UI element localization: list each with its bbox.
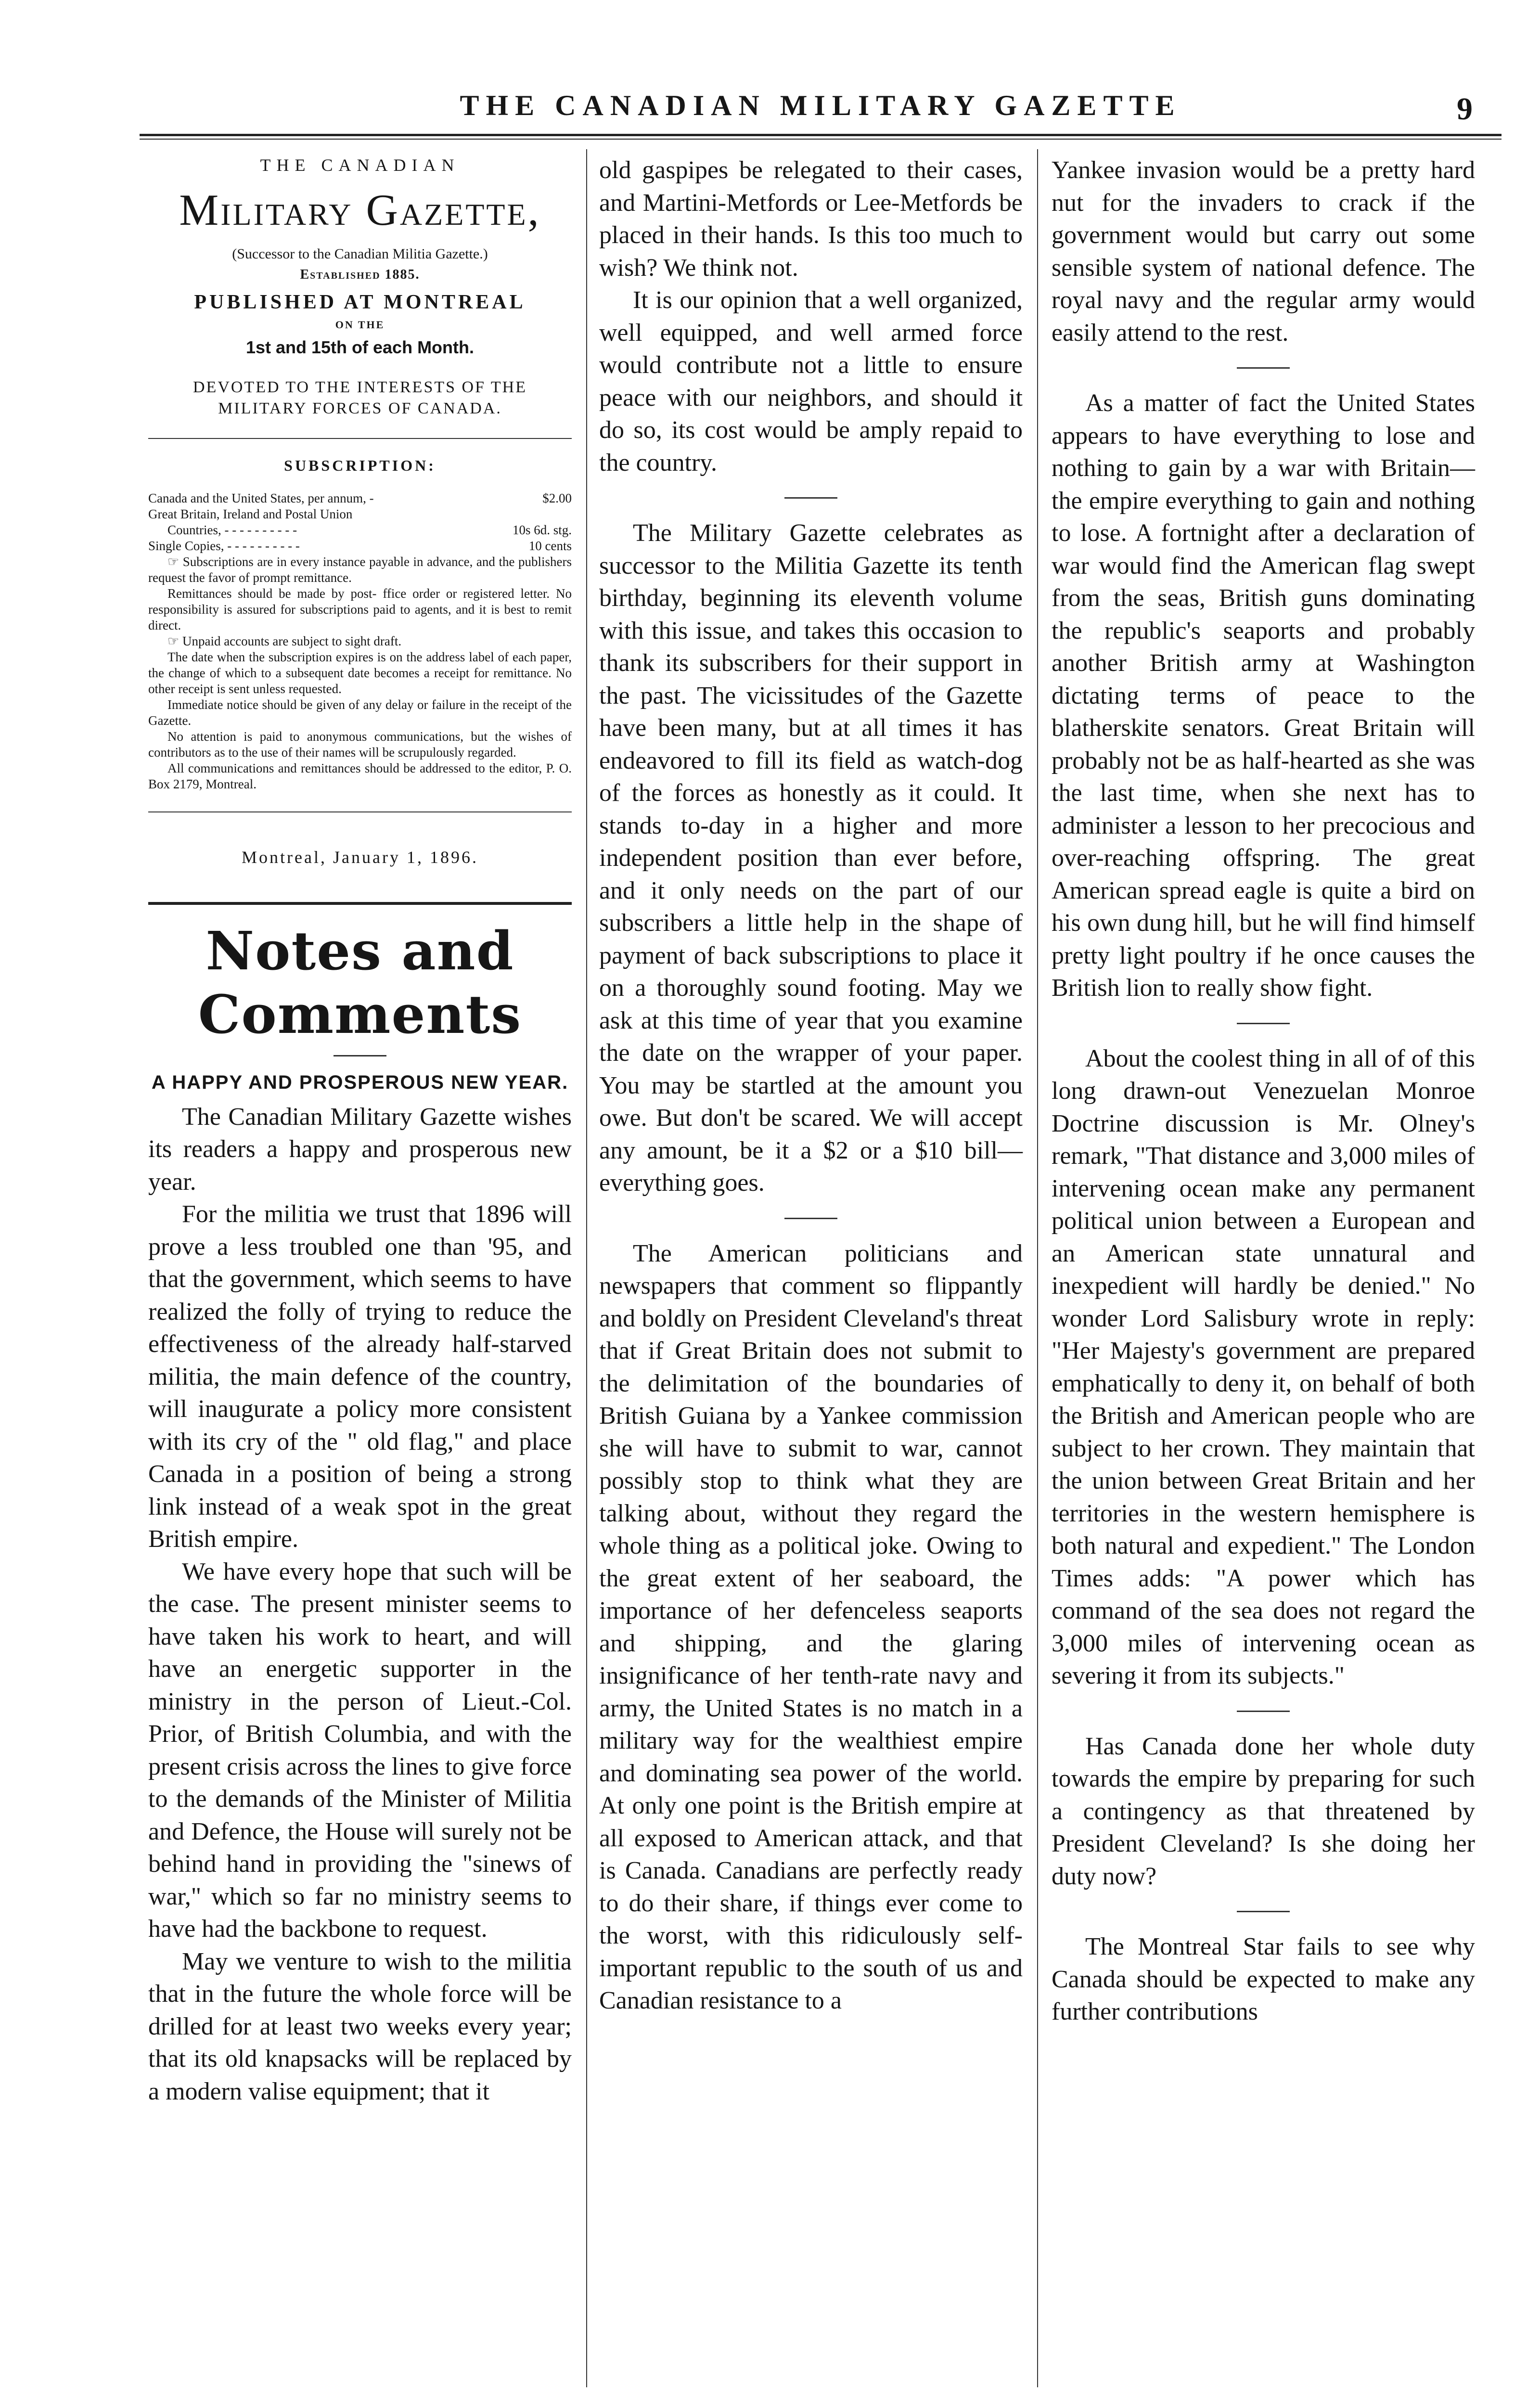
column-3 bbox=[1052, 154, 1475, 2028]
short-divider bbox=[334, 1055, 386, 1056]
short-divider bbox=[784, 1218, 837, 1219]
paragraph: The American politicians and newspapers that comment so flippantly and boldly on President Cleveland's threat that if Great Britain does not submit to the delimitation of the boundaries of British Guiana by a Yankee commission she will have to submit to war, cannot possibly stop to think what they are talking about, without they regard the whole thing as a political joke. Owing to the great extent of her seaboard, the importance of her defenceless seaports and shipping, and the glaring insignificance of her tenth-rate navy and army, the United States is no match in a military way for the wealthiest empire and dominating sea power of the world. At only one point is the British empire at all exposed to American attack, and that is Canada. Canadians are perfectly ready to do their share, if things ever come to the worst, with this ridiculously self-important republic to the south of us and Canadian resistance to a bbox=[599, 1239, 1023, 2014]
column-1 bbox=[148, 154, 572, 2108]
page-number: 9 bbox=[1457, 91, 1473, 127]
subscription-heading: SUBSCRIPTION: bbox=[284, 456, 436, 474]
masthead-title: Military Gazette, bbox=[179, 185, 541, 235]
rate-label: Great Britain, Ireland and Postal Union bbox=[148, 507, 353, 522]
rate-value: 10 cents bbox=[528, 539, 572, 554]
column-2 bbox=[599, 154, 1023, 2017]
paragraph: For the militia we trust that 1896 will prove a less troubled one than '95, and that the government, which seems to have realized the folly of trying to reduce the effectiveness of the already half-starved militia, the main defence of the country, will inaugurate a policy more consistent with its cry of the " old flag," and place Canada in a position of being a strong link instead of a weak spot in the great British empire. bbox=[148, 1200, 572, 1553]
masthead-successor: (Successor to the Canadian Militia Gazette.) bbox=[232, 245, 488, 262]
paragraph: Yankee invasion would be a pretty hard nut for the invaders to crack if the government would but carry out some sensible system of national defence. The royal navy and the regular army would easily attend to the rest. bbox=[1052, 156, 1475, 347]
rate-value bbox=[566, 506, 572, 522]
masthead-published: PUBLISHED AT MONTREAL bbox=[194, 291, 526, 314]
masthead-dates: 1st and 15th of each Month. bbox=[245, 337, 475, 357]
subscription-note: Remittances should be made by post- ffice order or registered letter. No responsibility is assured for subscriptions paid to agents, and it is best to remit direct. bbox=[148, 586, 572, 633]
column-divider bbox=[1037, 149, 1038, 2387]
subscription-note: The date when the subscription expires is on the address label of each paper, the change of which to a subsequent date becomes a receipt for remittance. No other receipt is sent unless requested. bbox=[148, 650, 572, 696]
rate-label: Single Copies, - - - - - - - - - - bbox=[148, 539, 300, 554]
dateline: Montreal, January 1, 1896. bbox=[242, 848, 478, 867]
divider bbox=[148, 811, 572, 812]
rate-row bbox=[148, 490, 572, 506]
heavy-divider bbox=[148, 902, 572, 905]
masthead-established: Established 1885. bbox=[300, 267, 420, 282]
masthead bbox=[148, 155, 572, 420]
masthead-the-canadian: THE CANADIAN bbox=[260, 155, 460, 175]
paragraph: The Military Gazette celebrates as successor to the Militia Gazette its tenth birthday, beginning its eleventh volume with this issue, and takes this occasion to thank its subscribers for their support in the past. The vicissitudes of the Gazette have been many, but at all times it has endeavored to fill its field as watch-dog of the forces as honestly as it could. It stands to-day in a higher and more independent position than ever before, and it only needs on the part of our subscribers a little help in the shape of payment of back subscriptions to place it on a thoroughly sound footing. May we ask at this time of year that you examine the date on the wrapper of your paper. You may be startled at the amount you owe. But don't be scared. We will accept any amount, be it a $2 or a $10 bill—everything goes. bbox=[599, 519, 1023, 1197]
paragraph: The Canadian Military Gazette wishes its readers a happy and prosperous new year. bbox=[148, 1103, 572, 1196]
paragraph: About the coolest thing in all of of this long drawn-out Venezuelan Monroe Doctrine discussion is Mr. Olney's remark, "That distance and 3,000 miles of intervening ocean make any permanent political union between a European and an American state unnatural and inexpedient will hardly be denied." No wonder Lord Salisbury wrote in reply: "Her Majesty's government are prepared emphatically to deny it, on behalf of both the British and American people who are subject to her crown. They maintain that the union between Great Britain and her territories in the western hemisphere is both natural and expedient." The London Times adds: "A power which has command of the sea does not regard the 3,000 miles of intervening ocean as severing it from its subjects." bbox=[1052, 1044, 1475, 1689]
divider bbox=[148, 438, 572, 439]
masthead-devoted: DEVOTED TO THE INTERESTS OF THE MILITARY FORCES OF CANADA. bbox=[193, 378, 527, 418]
short-divider bbox=[1237, 1711, 1290, 1712]
paragraph: Has Canada done her whole duty towards the empire by preparing for such a contingency as that threatened by President Cleveland? Is she doing her duty now? bbox=[1052, 1732, 1475, 1890]
section-title: Notes and Comments bbox=[198, 919, 522, 1045]
rate-label: Canada and the United States, per annum, - bbox=[148, 491, 374, 506]
running-head-title: THE CANADIAN MILITARY GAZETTE bbox=[460, 90, 1181, 121]
paragraph: We have every hope that such will be the case. The present minister seems to have taken his work to heart, and will have an energetic supporter in the ministry in the person of Lieut.-Col. Prior, of British Columbia, and with the present crisis across the lines to give force to the demands of the Minister of Militia and Defence, the House will surely not be behind hand in providing the "sinews of war," which so far no ministry seems to have had the backbone to request. bbox=[148, 1558, 572, 1943]
subscription-note: ☞ Unpaid accounts are subject to sight draft. bbox=[167, 634, 402, 649]
subscription-note: Immediate notice should be given of any delay or failure in the receipt of the Gazette. bbox=[148, 697, 572, 728]
rate-row bbox=[148, 506, 572, 522]
running-head bbox=[140, 84, 1502, 132]
subscription-note: No attention is paid to anonymous communications, but the wishes of contributors as to the use of their names will be scrupulously regarded. bbox=[148, 729, 572, 760]
paragraph: old gaspipes be relegated to their cases, and Martini-Metfords or Lee-Metfords be placed in their hands. Is this too much to wish? We think not. bbox=[599, 156, 1023, 282]
rate-row bbox=[148, 522, 572, 538]
masthead-on-the: ON THE bbox=[335, 318, 385, 331]
short-divider bbox=[1237, 1911, 1290, 1912]
short-divider bbox=[784, 497, 837, 499]
subscription-note: All communications and remittances should be addressed to the editor, P. O. Box 2179, Montreal. bbox=[148, 761, 572, 792]
paragraph: It is our opinion that a well organized, well equipped, and well armed force would contribute not a little to ensure peace with our neighbors, and should it do so, its cost would be amply repaid to the country. bbox=[599, 286, 1023, 476]
subscription-note: ☞ Subscriptions are in every instance payable in advance, and the publishers request the favor of prompt remittance. bbox=[148, 554, 572, 585]
paragraph: As a matter of fact the United States appears to have everything to lose and nothing to gain by a war with Britain—the empire everything to gain and nothing to lose. A fortnight after a declaration of war would find the American flag swept from the seas, British guns dominating the republic's seaports and probably another British army at Washington dictating terms of peace to the blatherskite senators. Great Britain will probably not be as half-hearted as she was the last time, when she next has to administer a lesson to her precocious and over-reaching offspring. The great American spread eagle is quite a bird on his own dung hill, but he will find himself pretty light poultry if he once causes the British lion to really show fight. bbox=[1052, 389, 1475, 1002]
paragraph: May we venture to wish to the militia that in the future the whole force will be drilled for at least two weeks every year; that its old knapsacks will be replaced by a modern valise equipment; that it bbox=[148, 1947, 572, 2105]
short-divider bbox=[1237, 367, 1290, 369]
article-subtitle: A HAPPY AND PROSPEROUS NEW YEAR. bbox=[151, 1071, 569, 1093]
rate-row bbox=[148, 538, 572, 554]
rate-value: 10s 6d. stg. bbox=[512, 523, 572, 538]
short-divider bbox=[1237, 1023, 1290, 1024]
rate-label: Countries, - - - - - - - - - - bbox=[167, 523, 297, 538]
rate-value: $2.00 bbox=[542, 491, 572, 506]
paragraph: The Montreal Star fails to see why Canada should be expected to make any further contributions bbox=[1052, 1933, 1475, 2025]
column-divider bbox=[586, 149, 587, 2387]
header-double-rule bbox=[140, 134, 1502, 140]
subscription-body bbox=[148, 490, 572, 792]
